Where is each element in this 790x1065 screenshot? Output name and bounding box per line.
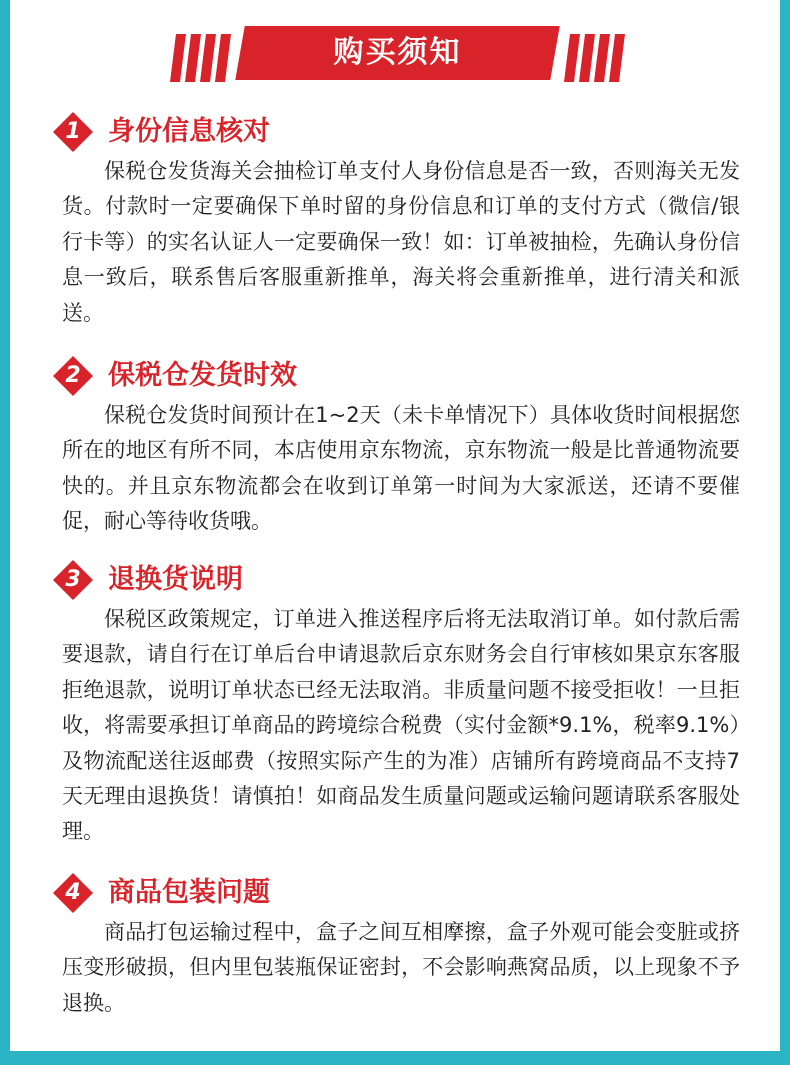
section-number: 2 bbox=[65, 363, 81, 388]
section-title: 商品包装问题 bbox=[108, 877, 270, 908]
section-number-badge bbox=[52, 559, 94, 601]
section-body: 保税区政策规定，订单进入推送程序后将无法取消订单。如付款后需要退款，请自行在订单后台申请退款后京东财务会自行审核如果京东客服拒绝退款，说明订单状态已经无法取消。非质量问题不接受拒收！一旦拒收，将需要承担订单商品的跨境综合税费（实付金额*9.1%，税率9.1%）及物流配送往返邮费（按照实际产生的为准）店铺所有跨境商品不支持7天无理由退换货！请慎拍！如商品发生质量问题或运输问题请联系客服处理。 bbox=[62, 607, 740, 844]
section-body: 保税仓发货时间预计在1~2天（未卡单情况下）具体收货时间根据您所在的地区有所不同，本店使用京东物流，京东物流一般是比普通物流要快的。并且京东物流都会在收到订单第一时间为大家派送，还请不要催促，耐心等待收货哦。 bbox=[62, 403, 740, 534]
section-number: 1 bbox=[65, 119, 81, 144]
section-title: 保税仓发货时效 bbox=[108, 360, 297, 391]
section-number-badge bbox=[52, 111, 94, 153]
section-body: 商品打包运输过程中，盒子之间互相摩擦，盒子外观可能会变脏或挤压变形破损，但内里包装瓶保证密封，不会影响燕窝品质，以上现象不予退换。 bbox=[62, 920, 740, 1015]
page-title: 购买须知 bbox=[333, 35, 462, 70]
section-number: 4 bbox=[65, 880, 81, 905]
section-title: 退换货说明 bbox=[108, 564, 243, 595]
section-number-badge bbox=[52, 355, 94, 397]
section-number: 3 bbox=[65, 567, 81, 592]
section-body: 保税仓发货海关会抽检订单支付人身份信息是否一致，否则海关无发货。付款时一定要确保下单时留的身份信息和订单的支付方式（微信/银行卡等）的实名认证人一定要确保一致！如：订单被抽检，先确认身份信息一致后，联系售后客服重新推单，海关将会重新推单，进行清关和派送。 bbox=[62, 159, 740, 325]
section-title: 身份信息核对 bbox=[108, 116, 270, 147]
header-banner bbox=[0, 20, 790, 88]
section-number-badge bbox=[52, 872, 94, 914]
